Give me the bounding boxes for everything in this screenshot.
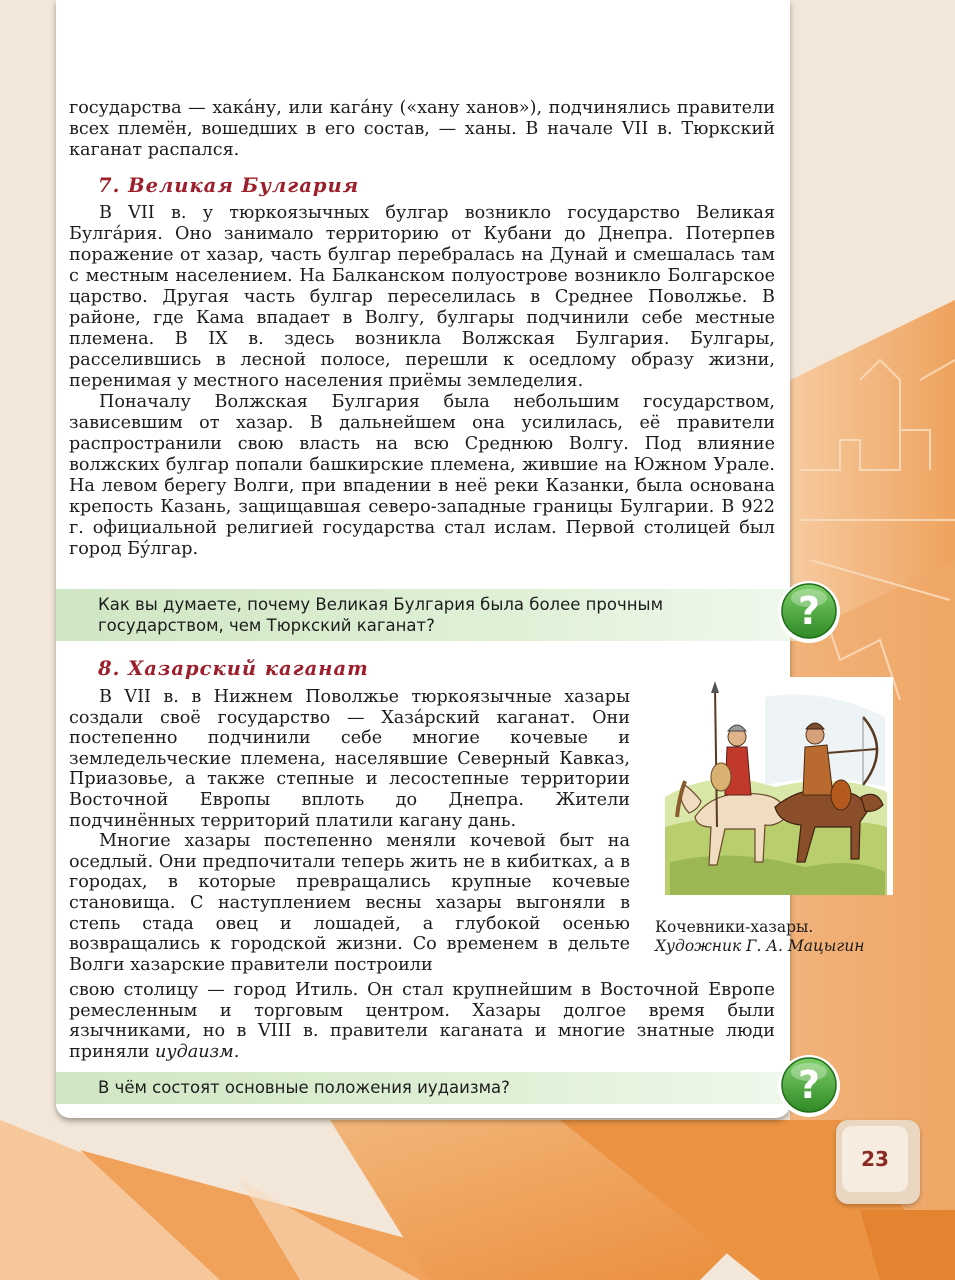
section-8-paragraph-1: В VII в. в Нижнем Поволжье тюркоязычные хазары создали своё государство — Хаза́рский каганат. Они постепенно подчинили себе многие кочевые и земледельческие племена, населявшие Северный Кавказ, Приазовье, а также степные и лесостепные территории Восточной Европы вплоть до Днепра. Жители подчинённых территорий платили кагану дань. bbox=[69, 687, 630, 831]
question-2-symbol: ? bbox=[797, 1063, 821, 1107]
term-judaism: иудаизм bbox=[155, 1041, 234, 1062]
intro-text: государства — хака́ну, или кага́ну («хану ханов»), подчинялись правители всех племён, вошедших в его состав, — ханы. В начале VII в. Тюркский каганат распался. bbox=[69, 98, 775, 160]
section-8-column-text bbox=[69, 687, 630, 975]
question-1-text: Как вы думаете, почему Великая Булгария была более прочным государством, чем Тюркский каганат? bbox=[98, 595, 664, 635]
page-number-box bbox=[836, 1120, 920, 1204]
caption-title: Кочевники-хазары. bbox=[655, 918, 814, 936]
section-7-paragraph-1: В VII в. у тюркоязычных булгар возникло государство Великая Булга́рия. Оно занимало территорию от Кубани до Днепра. Потерпев поражение от хазар, часть булгар перебралась на Дунай и смешалась там с местным населением. На Балканском полуострове возникло Болгарское царство. Другая часть булгар переселилась в Среднее Поволжье. В районе, где Кама впадает в Волгу, булгары подчинили себе местные племена. В IX в. здесь возникла Волжская Булгария. Булгары, расселившись в лесной полосе, перешли к оседлому образу жизни, перенимая у местного населения приёмы земледелия. bbox=[69, 203, 775, 391]
section-8-paragraph-2-part-1: Многие хазары постепенно меняли кочевой быт на оседлый. Они предпочитали теперь жить не в кибитках, а в городах, в которые превращались крупные кочевые становища. С наступлением весны хазары выгоняли в степь стада овец и лошадей, а глубокой осенью возвращались к городской жизни. Со временем в дельте Волги хазарские правители построили bbox=[69, 831, 630, 975]
term-suffix: . bbox=[233, 1041, 240, 1062]
section-8-heading: 8. Хазарский каганат bbox=[98, 657, 369, 680]
question-1-icon bbox=[776, 578, 842, 644]
question-2-icon bbox=[776, 1052, 842, 1118]
caption-artist: Художник Г. А. Мацыгин bbox=[655, 937, 865, 955]
intro-paragraph bbox=[69, 98, 775, 161]
section-8-paragraph-2-part-2: свою столицу — город Итиль. Он стал крупнейшим в Восточной Европе ремесленным и торговым центром. Хазары долгое время были язычниками, но в VIII в. правители каганата и многие знатные люди приняли bbox=[69, 980, 775, 1062]
section-7-paragraph-2: Поначалу Волжская Булгария была небольшим государством, зависевшим от хазар. В дальнейшем она усилилась, её правители распространили свою власть на всю Среднюю Волгу. Под влияние волжских булгар попали башкирские племена, жившие на Южном Урале. На левом берегу Волги, при впадении в неё реки Казанки, была основана крепость Казань, защищавшая северо-западные границы Булгарии. В 922 г. официальной религией государства стал ислам. Первой столицей был город Бу́лгар. bbox=[69, 392, 775, 559]
section-7-heading: 7. Великая Булгария bbox=[98, 174, 360, 197]
section-7-body bbox=[69, 203, 775, 560]
question-2-text: В чём состоят основные положения иудаизма? bbox=[98, 1078, 510, 1097]
khazar-nomads-illustration bbox=[655, 677, 893, 895]
section-8-wide-text bbox=[69, 980, 775, 1062]
question-1-symbol: ? bbox=[797, 589, 821, 633]
illustration-caption bbox=[655, 918, 935, 956]
page-number: 23 bbox=[842, 1126, 908, 1192]
